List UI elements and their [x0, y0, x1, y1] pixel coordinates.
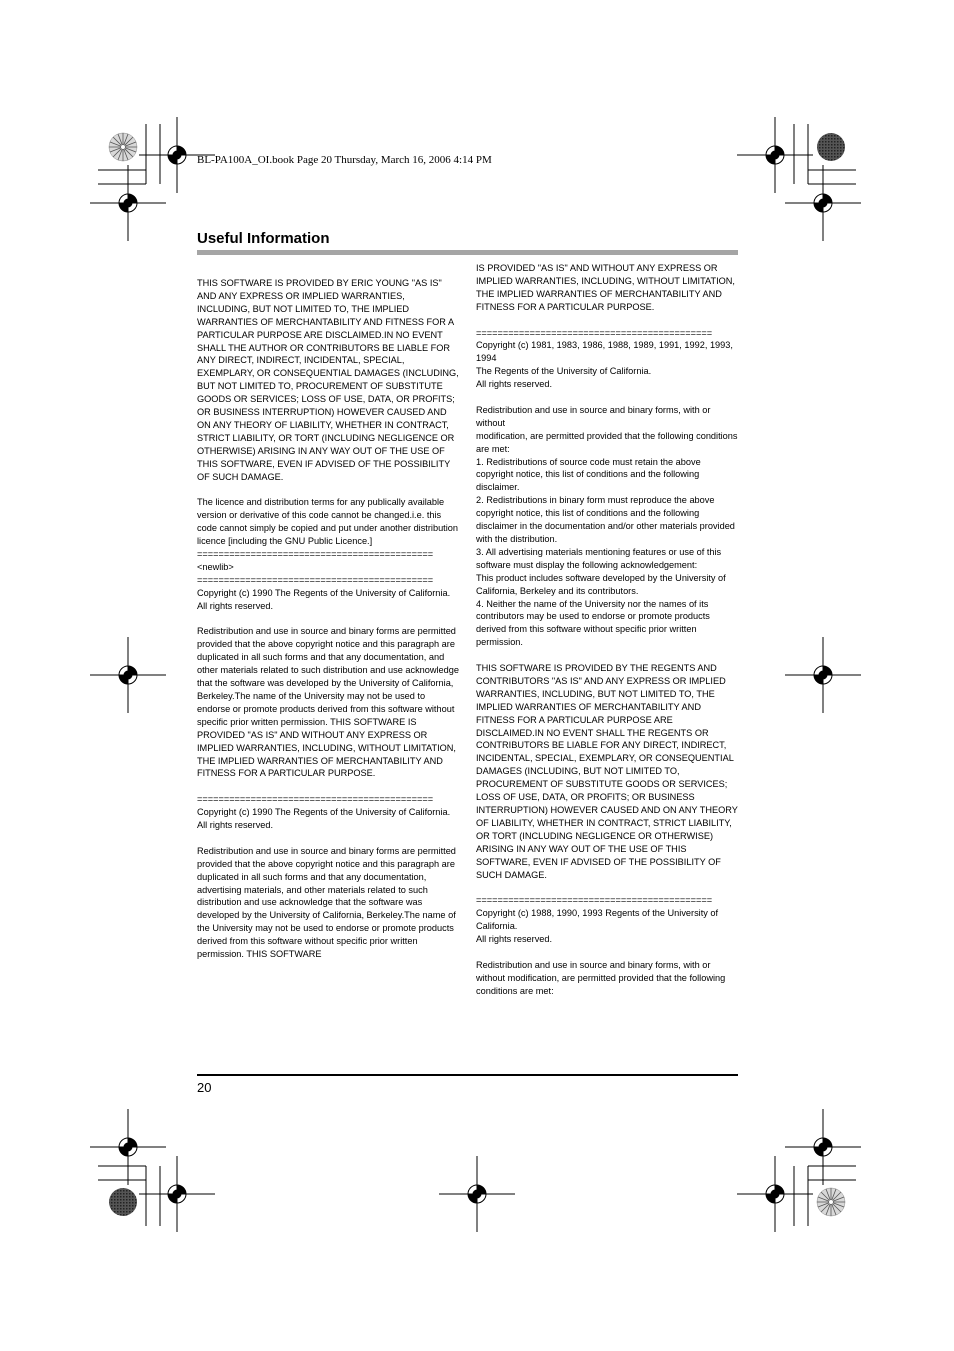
- title-rule: [197, 250, 738, 255]
- paragraph: All rights reserved.: [197, 820, 274, 831]
- list-item: 1. Redistributions of source code must retain the above copyright notice, this list of conditions and the following disclaimer.: [476, 456, 701, 493]
- list-item: 4. Neither the name of the University nor the names of its contributors may be used to endorse or promote products derived from this software without specific prior written permission.: [476, 598, 710, 648]
- paragraph: Copyright (c) 1981, 1983, 1986, 1988, 1989, 1991, 1992, 1993, 1994: [476, 340, 733, 364]
- left-column: [197, 277, 459, 961]
- paragraph: <newlib>: [197, 561, 234, 572]
- paragraph: IS PROVIDED "AS IS" AND WITHOUT ANY EXPRESS OR IMPLIED WARRANTIES, INCLUDING, WITHOUT LIMITATION, THE IMPLIED WARRANTIES OF MERCHANTABILITY AND FITNESS FOR A PARTICULAR PURPOSE.: [476, 263, 735, 312]
- paragraph: THIS SOFTWARE IS PROVIDED BY ERIC YOUNG "AS IS" AND ANY EXPRESS OR IMPLIED WARRANTIES, INCLUDING, BUT NOT LIMITED TO, THE IMPLIED WARRANTIES OF MERCHANTABILITY AND FITNESS FOR A PARTICULAR PURPOSE ARE DISCLAIMED.IN NO EVENT SHALL THE AUTHOR OR CONTRIBUTORS BE LIABLE FOR ANY DIRECT, INDIRECT, INCIDENTAL, SPECIAL, EXEMPLARY, OR CONSEQUENTIAL DAMAGES (INCLUDING, BUT NOT LIMITED TO, PROCUREMENT OF SUBSTITUTE GOODS OR SERVICES; LOSS OF USE, DATA, OR PROFITS; OR BUSINESS INTERRUPTION) HOWEVER CAUSED AND ON ANY THEORY OF LIABILITY, WHETHER IN CONTRACT, STRICT LIABILITY, OR TORT (INCLUDING NEGLIGENCE OR OTHERWISE) ARISING IN ANY WAY OUT OF THE USE OF THIS SOFTWARE, EVEN IF ADVISED OF THE POSSIBILITY OF SUCH DAMAGE.: [197, 278, 459, 482]
- paragraph: Copyright (c) 1990 The Regents of the University of California.: [197, 807, 451, 818]
- separator-line: ============================================: [197, 549, 434, 560]
- paragraph: This product includes software developed by the University of California, Berkeley and its contributors.: [476, 572, 726, 596]
- paragraph: Redistribution and use in source and binary forms, with or without: [476, 404, 711, 428]
- list-item: 3. All advertising materials mentioning features or use of this software must display the following acknowledgement:: [476, 546, 722, 570]
- separator-line: ============================================: [197, 574, 434, 585]
- paragraph: THIS SOFTWARE IS PROVIDED BY THE REGENTS AND CONTRIBUTORS "AS IS" AND ANY EXPRESS OR IMPLIED WARRANTIES, INCLUDING, BUT NOT LIMITED TO, THE IMPLIED WARRANTIES OF MERCHANTABILITY AND FITNESS FOR A PARTICULAR PURPOSE ARE DISCLAIMED.IN NO EVENT SHALL THE REGENTS OR CONTRIBUTORS BE LIABLE FOR ANY DIRECT, INDIRECT, INCIDENTAL, SPECIAL, EXEMPLARY, OR CONSEQUENTIAL DAMAGES (INCLUDING, BUT NOT LIMITED TO, PROCUREMENT OF SUBSTITUTE GOODS OR SERVICES; LOSS OF USE, DATA, OR PROFITS; OR BUSINESS INTERRUPTION) HOWEVER CAUSED AND ON ANY THEORY OF LIABILITY, WHETHER IN CONTRACT, STRICT LIABILITY, OR TORT (INCLUDING NEGLIGENCE OR OTHERWISE) ARISING IN ANY WAY OUT OF THE USE OF THIS SOFTWARE, EVEN IF ADVISED OF THE POSSIBILITY OF SUCH DAMAGE.: [476, 663, 738, 880]
- paragraph: All rights reserved.: [476, 379, 553, 390]
- page-number: 20: [197, 1080, 212, 1095]
- paragraph: Redistribution and use in source and binary forms, with or without modification, are permitted provided that the following conditions are met:: [476, 959, 726, 996]
- print-slug: BL-PA100A_OI.book Page 20 Thursday, March 16, 2006 4:14 PM: [197, 154, 492, 166]
- separator-line: ============================================: [476, 895, 713, 906]
- section-title: Useful Information: [197, 230, 330, 247]
- footer-rule: [197, 1074, 738, 1076]
- paragraph: The licence and distribution terms for any publically available version or derivative of this code cannot be changed.i.e. this code cannot simply be copied and put under another distribution licence [including the GNU Public Licence.]: [197, 497, 458, 547]
- separator-line: ============================================: [197, 794, 434, 805]
- separator-line: ============================================: [476, 327, 713, 338]
- paragraph: Copyright (c) 1990 The Regents of the University of California.: [197, 587, 451, 598]
- paragraph: Copyright (c) 1988, 1990, 1993 Regents of the University of California.: [476, 908, 719, 932]
- paragraph: The Regents of the University of California.: [476, 366, 652, 377]
- right-column: [476, 262, 738, 998]
- paragraph: Redistribution and use in source and binary forms are permitted provided that the above copyright notice and this paragraph are duplicated in all such forms and that any documentation, advertising materials, and other materials related to such distribution and use acknowledge that the software was developed by the University of California, Berkeley.The name of the University may not be used to endorse or promote products derived from this software without specific prior written permission. THIS SOFTWARE: [197, 845, 456, 960]
- paragraph: All rights reserved.: [476, 934, 553, 945]
- paragraph: Redistribution and use in source and binary forms are permitted provided that the above copyright notice and this paragraph are duplicated in all such forms and that any documentation, and other materials related to such distribution and use acknowledge that the software was developed by the University of California, Berkeley.The name of the University may not be used to endorse or promote products derived from this software without specific prior written permission. THIS SOFTWARE IS PROVIDED "AS IS" AND WITHOUT ANY EXPRESS OR IMPLIED WARRANTIES, INCLUDING, WITHOUT LIMITATION, THE IMPLIED WARRANTIES OF MERCHANTABILITY AND FITNESS FOR A PARTICULAR PURPOSE.: [197, 626, 459, 779]
- paragraph: All rights reserved.: [197, 600, 274, 611]
- paragraph: modification, are permitted provided that the following conditions are met:: [476, 430, 738, 454]
- list-item: 2. Redistributions in binary form must reproduce the above copyright notice, this list of conditions and the following disclaimer in the documentation and/or other materials provided with the distribution.: [476, 495, 735, 544]
